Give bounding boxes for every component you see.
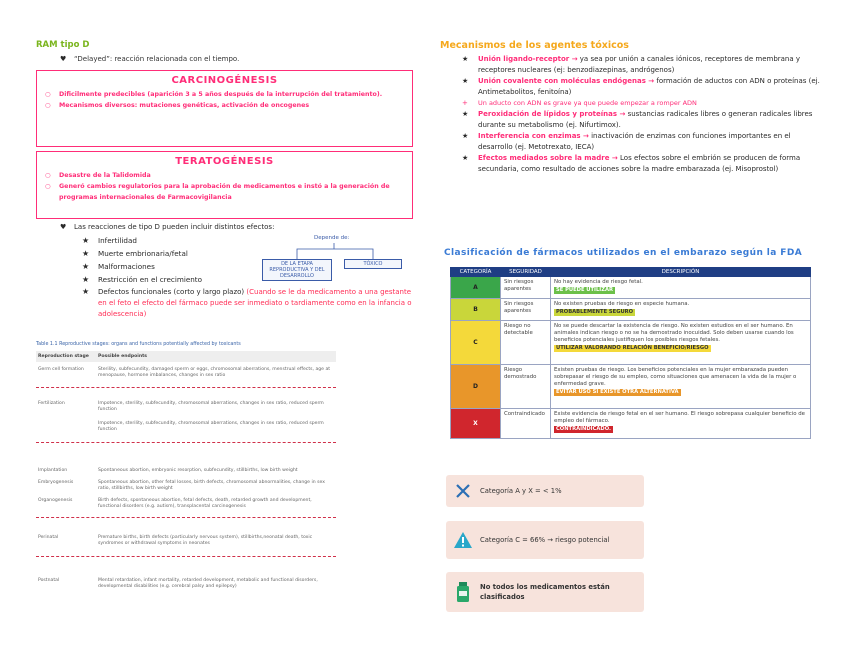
fda-title: Clasificación de fármacos utilizados en el embarazo según la FDA <box>444 248 803 258</box>
recommendation-tag: CONTRAINDICADO. <box>556 426 612 432</box>
warning-icon <box>446 531 480 549</box>
mechanisms-list <box>440 54 820 175</box>
table-row <box>451 321 811 365</box>
heart-bullet-icon: ♥ <box>60 55 67 63</box>
heart-bullet-icon: ♥ <box>60 223 67 231</box>
reactions-intro: Las reacciones de tipo D pueden incluir distintos efectos: <box>74 223 275 231</box>
carcinogenesis-box <box>36 70 413 147</box>
list-item: ★ Infertilidad <box>82 236 137 245</box>
description-cell: Existen pruebas de riesgo. Los beneficios potenciales en la mujer embarazada pueden sobrepasar el riesgo de su empleo, como situaciones que amenacen la vida de la mujer o enfermedad grave. EVITAR USO SI EXISTE OTRA ALTERNATIVA <box>551 365 811 409</box>
info-card-unclassified <box>446 572 644 612</box>
reactions-intro-row <box>36 223 416 231</box>
mechanisms-title: Mecanismos de los agentes tóxicos <box>440 40 629 51</box>
teratogenesis-title: TERATOGÉNESIS <box>175 156 274 167</box>
table-header: Reproduction stage Possible endpoints <box>36 351 336 362</box>
depends-connector <box>262 235 412 261</box>
table-row: Implantation Spontaneous abortion, embryonic resorption, subfecundity, stillbirths, low birth weight <box>38 468 298 473</box>
depends-diagram <box>262 235 412 281</box>
recommendation-tag: SE PUEDE UTILIZAR <box>556 287 613 293</box>
delayed-bullet <box>36 55 416 63</box>
carcinogenesis-title: CARCINOGÉNESIS <box>171 75 278 86</box>
medicine-bottle-icon <box>446 582 480 602</box>
list-item: ★ Malformaciones <box>82 262 155 271</box>
depends-box-toxic: TÓXICO <box>344 259 402 269</box>
circle-bullet-icon: ○ <box>45 183 51 190</box>
list-item: + Un aducto con ADN es grave ya que puede empezar a romper ADN <box>462 99 697 107</box>
table-row <box>451 299 811 321</box>
circle-bullet-icon: ○ <box>45 102 51 109</box>
star-bullet-icon: ★ <box>82 275 90 284</box>
fda-table <box>450 267 811 439</box>
divider <box>36 556 336 557</box>
table-header: CATEGORÍA SEGURIDAD DESCRIPCIÓN <box>451 268 811 277</box>
description-cell: No existen pruebas de riesgo en especie humana. PROBABLEMENTE SEGURO <box>551 299 811 321</box>
description-cell: No se puede descartar la existencia de riesgo. No existen estudios en el ser humano. En animales indican riesgo o no se ha demostrado inocuidad. Solo deben usarse cuando los beneficios potenciales justifiquen los posibles riesgos fetales. UTILIZAR VALORANDO RELACIÓN BENEFICIO/RIESGO <box>551 321 811 365</box>
category-cell: X <box>451 409 501 439</box>
safety-cell: Sin riesgos aparentes <box>501 299 551 321</box>
table-row: Embryogenesis Spontaneous abortion, other fetal losses, birth defects, chromosomal abnormalities, change in sex ratio, stillbirths, low birth weight <box>38 480 325 491</box>
delayed-text: “Delayed”: reacción relacionada con el tiempo. <box>74 55 240 63</box>
card-text: No todos los medicamentos están clasificados <box>480 583 610 601</box>
card-text: Categoría A y X = < 1% <box>480 487 562 495</box>
divider <box>36 517 336 518</box>
description-cell: No hay evidencia de riesgo fetal. SE PUEDE UTILIZAR <box>551 277 811 299</box>
safety-cell: Riesgo no detectable <box>501 321 551 365</box>
category-cell: D <box>451 365 501 409</box>
functional-note: (Cuando se le da medicamento a una gestante en el feto el efecto del fármaco puede ser inmediato o tardiamente como en la infancia o adolescencia) <box>98 288 412 318</box>
list-item: ★ Unión covalente con moléculas endógenas → formación de aductos con ADN o proteínas (ej. Antimetabolitos, fenitoína) <box>462 77 820 96</box>
table-row: Organogenesis Birth defects, spontaneous abortion, fetal defects, death, retarded growth and development, functional disorders (e.g. autism), transplacental carcinogenesis <box>38 498 312 509</box>
category-cell: C <box>451 321 501 365</box>
list-item <box>82 286 416 320</box>
depends-label: Depende de: <box>314 235 350 241</box>
star-bullet-icon: ★ <box>462 110 469 118</box>
depends-box-stage: DE LA ETAPA REPRODUCTIVA Y DEL DESARROLLO <box>262 259 332 281</box>
teratogenesis-box <box>36 151 413 219</box>
list-item: ★ Unión ligando-receptor → ya sea por unión a canales iónicos, receptores de membrana y receptores nucleares (ej: benzodiazepinas, andrógenos) <box>462 55 801 74</box>
table-row <box>451 365 811 409</box>
list-item: ★ Interferencia con enzimas → inactivación de enzimas con funciones importantes en el desarrollo (ej. Metotrexato, IECA) <box>462 132 791 151</box>
functional-defects: Defectos funcionales (corto y largo plazo) <box>98 288 245 296</box>
star-bullet-icon: ★ <box>82 262 90 271</box>
list-item: ★ Efectos mediados sobre la madre → Los efectos sobre el embrión se producen de forma secundaria, como resultado de acciones sobre la madre embarazada (ej. Misoprostol) <box>462 154 801 173</box>
circle-bullet-icon: ○ <box>45 172 51 179</box>
plus-bullet-icon: + <box>462 99 468 107</box>
table-caption: Table 1.1 Reproductive stages: organs and functions potentially affected by toxicants <box>36 342 241 347</box>
list-item: ○ Desastre de la Talidomida <box>45 172 151 179</box>
table-row <box>451 409 811 439</box>
safety-cell: Contraindicado <box>501 409 551 439</box>
list-item: ○ Dificilmente predecibles (aparición 3 a 5 años después de la interrupción del tratamiento). <box>45 91 383 98</box>
list-item: ○ Mecanismos diversos: mutaciones genéticas, activación de oncogenes <box>45 102 310 109</box>
divider <box>36 387 336 388</box>
recommendation-tag: UTILIZAR VALORANDO RELACIÓN BENEFICIO/RIESGO <box>556 345 709 351</box>
recommendation-tag: EVITAR USO SI EXISTE OTRA ALTERNATIVA <box>556 389 679 395</box>
star-bullet-icon: ★ <box>82 236 90 245</box>
list-item: ★ Muerte embrionaria/fetal <box>82 249 188 258</box>
circle-bullet-icon: ○ <box>45 91 51 98</box>
category-cell: B <box>451 299 501 321</box>
table-row: Fertilization Impotence, sterility, subfecundity, chromosomal aberrations, changes in sex ratio, reduced sperm function <box>38 401 324 412</box>
safety-cell: Sin riesgos aparentes <box>501 277 551 299</box>
star-bullet-icon: ★ <box>82 287 90 296</box>
card-text: Categoría C = 66% → riesgo potencial <box>480 536 610 544</box>
star-bullet-icon: ★ <box>462 55 469 63</box>
table-reproductive-stages <box>36 342 336 593</box>
table-row: Postnatal Mental retardation, infant mortality, retarded development, metabolic and functional disorders, developmental disabilities (e.g. cerebral palsy and epilepsy) <box>38 578 318 589</box>
star-bullet-icon: ★ <box>82 249 90 258</box>
info-card-category-c <box>446 521 644 559</box>
right-column <box>440 40 820 175</box>
table-row: Impotence, sterility, subfecundity, chromosomal aberrations, changes in sex ratio, reduced sperm function <box>98 421 324 432</box>
divider <box>36 442 336 443</box>
star-bullet-icon: ★ <box>462 132 469 140</box>
x-icon <box>446 482 480 500</box>
table-row: Germ cell formation Sterility, subfecundity, damaged sperm or eggs, chromosomal aberrations, menstrual effects, age at menopause, hormone imbalances, changes in sex ratio <box>38 367 331 378</box>
table-row: Perinatal Premature births, birth defects (particularly nervous system), stillbirths,neonatal death, toxic syndromes or withdrawal symptoms in neonates <box>38 535 313 546</box>
list-item: ★ Peroxidación de lípidos y proteínas → sustancias radicales libres o generan radicales libres durante su metabolismo (ej. Nifurtimox). <box>462 110 813 129</box>
ram-title: RAM tipo D <box>36 40 90 50</box>
info-card-categories <box>446 475 644 507</box>
left-column <box>36 40 416 318</box>
category-cell: A <box>451 277 501 299</box>
star-bullet-icon: ★ <box>462 77 469 85</box>
table-row <box>451 277 811 299</box>
list-item: ○ Generó cambios regulatorios para la aprobación de medicamentos e instó a la generación de programas internacionales de Farmacovigilancia <box>45 183 390 201</box>
safety-cell: Riesgo demostrado <box>501 365 551 409</box>
description-cell: Existe evidencia de riesgo fetal en el ser humano. El riesgo sobrepasa cualquier beneficio de empleo del fármaco. CONTRAINDICADO. <box>551 409 811 439</box>
list-item: ★ Restricción en el crecimiento <box>82 275 203 284</box>
recommendation-tag: PROBABLEMENTE SEGURO <box>556 309 634 315</box>
star-bullet-icon: ★ <box>462 154 469 162</box>
